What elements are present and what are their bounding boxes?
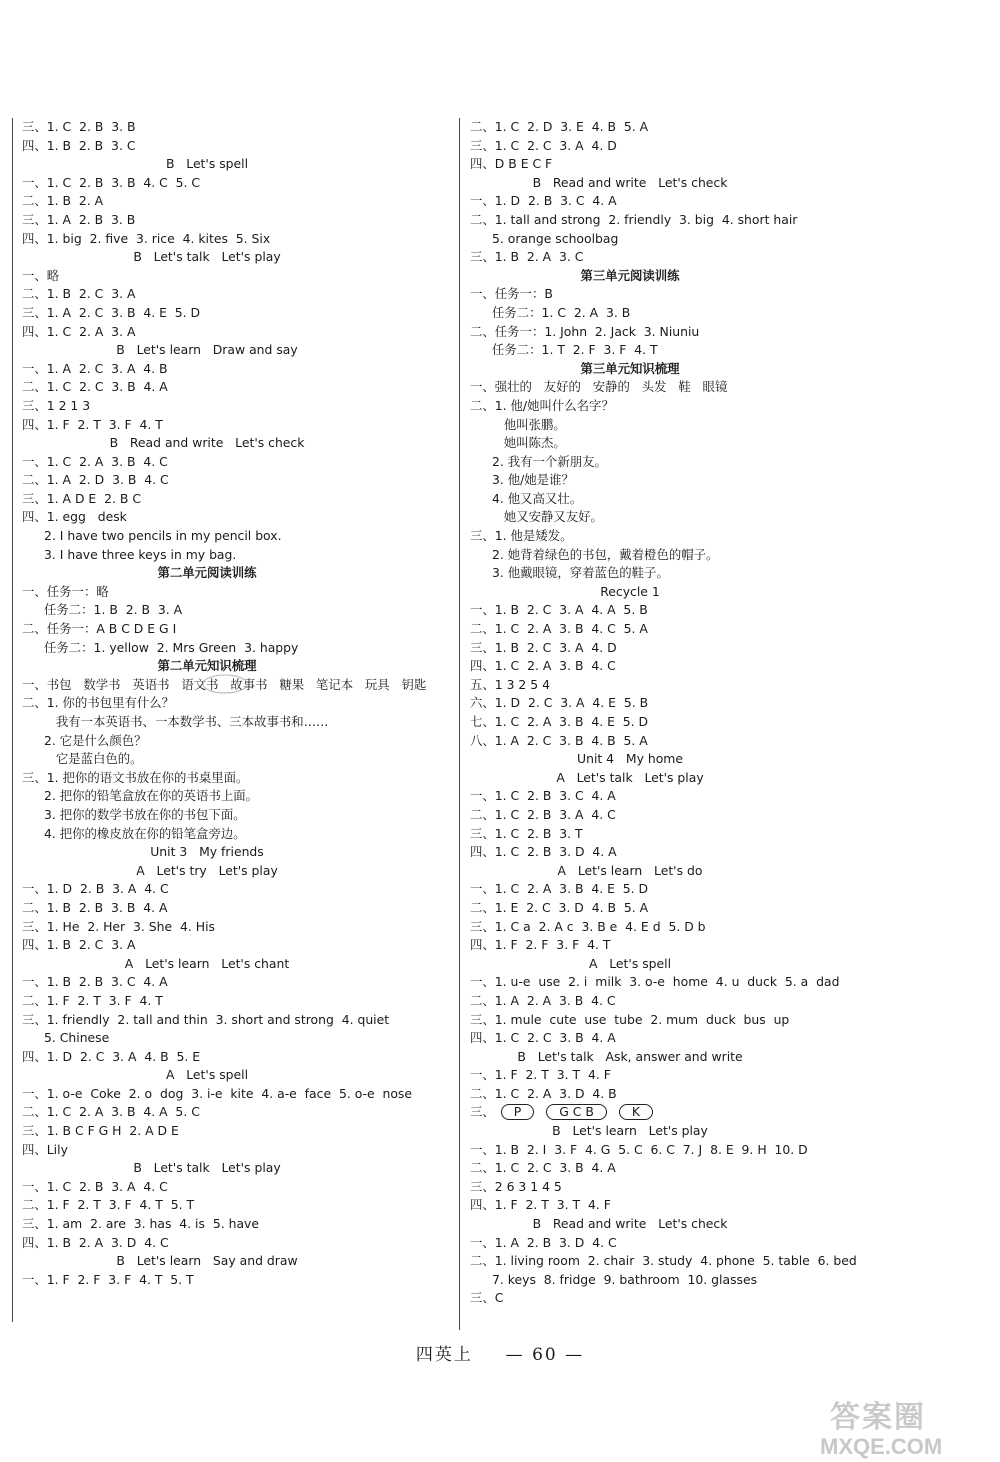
answer-line: 一、1. C 2. B 3. B 4. C 5. C xyxy=(22,174,201,190)
section-heading: B Let's learn Say and draw xyxy=(116,1253,298,1269)
answer-line: 六、1. D 2. C 3. A 4. E 5. B xyxy=(470,695,649,711)
answer-line: 3. 他戴眼镜，穿着蓝色的鞋子。 xyxy=(492,565,669,581)
answer-line: 二、1. C 2. A 3. B 4. A 5. C xyxy=(22,1104,200,1120)
answer-line: 5. Chinese xyxy=(44,1030,110,1046)
section-heading: B Let's talk Let's play xyxy=(133,1160,281,1176)
answer-line: 3. I have three keys in my bag. xyxy=(44,546,237,562)
answer-line: 五、1 3 2 5 4 xyxy=(470,676,550,692)
answer-line: 四、Lily xyxy=(22,1141,68,1157)
section-heading: B Let's spell xyxy=(165,156,249,172)
answer-line: 二、1. living room 2. chair 3. study 4. phone 5. table 6. bed xyxy=(470,1253,857,1269)
answer-line: 四、1. C 2. C 3. B 4. A xyxy=(470,1030,616,1046)
answer-line: 四、1. big 2. five 3. rice 4. kites 5. Six xyxy=(22,230,271,246)
section-heading: B Let's talk Ask, answer and write xyxy=(517,1048,743,1064)
section-heading: A Let's try Let's play xyxy=(136,862,278,878)
answer-line: 二、1. B 2. C 3. A xyxy=(22,286,136,302)
answer-line: 一、1. F 2. F 3. F 4. T 5. T xyxy=(22,1271,194,1287)
answer-line: 三、1. 把你的语文书放在你的书桌里面。 xyxy=(22,769,249,785)
answer-line: 我有一本英语书、一本数学书、三本故事书和…… xyxy=(44,714,329,729)
answer-line: 二、1. B 2. A xyxy=(22,193,104,209)
answer-line: 二、1. F 2. T 3. F 4. T 5. T xyxy=(22,1197,195,1213)
answer-line: 二、1. C 2. D 3. E 4. B 5. A xyxy=(470,119,649,134)
answer-line: 二、1. B 2. B 3. B 4. A xyxy=(22,899,168,915)
answer-line: 三、1. am 2. are 3. has 4. is 5. have xyxy=(22,1216,259,1232)
stamp-mark xyxy=(200,672,250,696)
left-answer-column xyxy=(22,118,432,1289)
section-heading: 第三单元阅读训练 xyxy=(580,267,680,283)
answer-line: 一、1. C 2. B 3. A 4. C xyxy=(22,1178,168,1194)
answer-line: 一、1. A 2. B 3. D 4. C xyxy=(470,1234,617,1250)
section-heading: Unit 3 My friends xyxy=(150,844,264,860)
answer-line: 一、1. F 2. T 3. T 4. F xyxy=(470,1067,611,1083)
right-answer-column xyxy=(470,118,857,1308)
answer-line: 三、1. A 2. C 3. B 4. E 5. D xyxy=(22,304,201,320)
answer-line: 四、1. C 2. B 3. D 4. A xyxy=(470,844,617,860)
answer-line: 5. orange schoolbag xyxy=(492,230,619,246)
answer-line: 二、1. 他/她叫什么名字？ xyxy=(470,397,614,413)
answer-line: 一、1. D 2. B 3. A 4. C xyxy=(22,881,169,897)
answer-line: 四、D B E C F xyxy=(470,156,553,172)
answer-line: 任务二：1. yellow 2. Mrs Green 3. happy xyxy=(44,639,299,655)
watermark-url: MXQE.COM xyxy=(820,1434,943,1459)
answer-line: 二、1. A 2. D 3. B 4. C xyxy=(22,472,169,488)
section-heading: B Read and write Let's check xyxy=(532,1216,728,1232)
answer-line: 一、1. C 2. A 3. B 4. C xyxy=(22,453,168,469)
section-heading: 第二单元阅读训练 xyxy=(157,565,257,581)
section-heading: B Read and write Let's check xyxy=(532,174,728,190)
answer-line: 3. 他/她是谁？ xyxy=(492,472,574,488)
answer-line: 4. 把你的橡皮放在你的铅笔盒旁边。 xyxy=(44,825,246,841)
answer-line: 她叫陈杰。 xyxy=(492,435,566,451)
answer-line: 一、1. u-e use 2. i milk 3. o-e home 4. u duck 5. a dad xyxy=(470,974,840,990)
answer-line: 一、强壮的 友好的 安静的 头发 鞋 眼镜 xyxy=(470,379,728,395)
answer-line: 八、1. A 2. C 3. B 4. B 5. A xyxy=(470,732,648,748)
answer-line: 三、1. C a 2. A c 3. B e 4. E d 5. D b xyxy=(470,918,706,934)
answer-line: 一、书包 数学书 英语书 语文书 故事书 糖果 笔记本 玩具 钥匙 xyxy=(22,676,427,692)
section-heading: B Let's talk Let's play xyxy=(133,249,281,265)
answer-line: 二、1. tall and strong 2. friendly 3. big 4. short hair xyxy=(470,211,798,227)
circled-answer: K xyxy=(619,1104,653,1120)
answer-line: 二、任务一：A B C D E G I xyxy=(22,621,177,637)
answer-line: 2. 她背着绿色的书包，戴着橙色的帽子。 xyxy=(492,546,719,562)
answer-line: 二、1. F 2. T 3. F 4. T xyxy=(22,992,163,1008)
answer-line: 三、1. C 2. B 3. B xyxy=(22,119,136,134)
watermark xyxy=(808,1392,998,1462)
answer-line: 二、1. C 2. A 3. D 4. B xyxy=(470,1085,617,1101)
answer-line: 任务二：1. T 2. F 3. F 4. T xyxy=(492,342,658,358)
right-column-rule xyxy=(459,118,460,1330)
answer-line: 三、1. A D E 2. B C xyxy=(22,490,141,506)
answer-line: 四、1. F 2. T 3. F 4. T xyxy=(22,416,163,432)
answer-line: 二、任务一：1. John 2. Jack 3. Niuniu xyxy=(470,323,700,339)
section-heading: 第三单元知识梳理 xyxy=(580,360,680,376)
footer-label: 四英上 xyxy=(415,1345,473,1365)
answer-line: 三、1. B 2. A 3. C xyxy=(470,249,584,265)
answer-line: 四、1. B 2. A 3. D 4. C xyxy=(22,1234,169,1250)
section-heading: B Read and write Let's check xyxy=(109,435,305,451)
answer-line xyxy=(470,1103,810,1122)
answer-line: 四、1. C 2. A 3. B 4. C xyxy=(470,658,616,674)
answer-line: 三、1. mule cute use tube 2. mum duck bus up xyxy=(470,1011,790,1027)
answer-line: 它是蓝白色的。 xyxy=(44,751,143,767)
answer-line: 一、1. B 2. I 3. F 4. G 5. C 6. C 7. J 8. E 9. H 10. D xyxy=(470,1141,808,1157)
answer-line: 一、任务一：B xyxy=(470,286,553,302)
answer-line: 三、1. B C F G H 2. A D E xyxy=(22,1123,179,1139)
answer-line: 7. keys 8. fridge 9. bathroom 10. glasses xyxy=(492,1271,758,1287)
answer-line: 一、略 xyxy=(22,267,60,283)
answer-line: 二、1. 你的书包里有什么？ xyxy=(22,695,175,711)
answer-line: 一、1. C 2. B 3. C 4. A xyxy=(470,788,616,804)
answer-line: 二、1. C 2. C 3. B 4. A xyxy=(22,379,168,395)
answer-line: 2. I have two pencils in my pencil box. xyxy=(44,528,282,544)
section-heading: A Let's spell xyxy=(588,955,672,971)
left-column-rule xyxy=(12,118,13,1322)
answer-line: 3. 把你的数学书放在你的书包下面。 xyxy=(44,806,246,822)
answer-line-prefix: 三、 xyxy=(470,1104,495,1120)
answer-line: 一、1. o-e Coke 2. o dog 3. i-e kite 4. a-e face 5. o-e nose xyxy=(22,1085,412,1101)
circled-answer: G C B xyxy=(546,1104,607,1120)
section-heading: B Let's learn Let's play xyxy=(552,1123,708,1139)
answer-line: 2. 它是什么颜色？ xyxy=(44,732,147,748)
answer-line: 一、1. B 2. C 3. A 4. A 5. B xyxy=(470,602,648,618)
answer-line: 任务二：1. B 2. B 3. A xyxy=(44,602,183,618)
section-heading: Recycle 1 xyxy=(600,583,660,599)
answer-line: 四、1. F 2. T 3. T 4. F xyxy=(470,1197,611,1213)
answer-line: 一、1. A 2. C 3. A 4. B xyxy=(22,360,168,376)
answer-line: 二、1. C 2. C 3. B 4. A xyxy=(470,1160,616,1176)
answer-line: 三、C xyxy=(470,1290,504,1306)
section-heading: B Let's learn Draw and say xyxy=(116,342,298,358)
section-heading: A Let's learn Let's do xyxy=(557,862,703,878)
answer-line: 三、1 2 1 3 xyxy=(22,397,91,413)
section-heading: A Let's learn Let's chant xyxy=(124,955,290,971)
answer-line: 二、1. C 2. B 3. A 4. C xyxy=(470,806,616,822)
answer-line: 三、1. B 2. C 3. A 4. D xyxy=(470,639,617,655)
answer-line: 三、1. He 2. Her 3. She 4. His xyxy=(22,918,215,934)
answer-line: 三、1. A 2. B 3. B xyxy=(22,211,136,227)
answer-line: 三、2 6 3 1 4 5 xyxy=(470,1178,562,1194)
section-heading: A Let's spell xyxy=(165,1067,249,1083)
answer-line: 二、1. E 2. C 3. D 4. B 5. A xyxy=(470,899,649,915)
answer-line: 2. 我有一个新朋友。 xyxy=(492,453,607,469)
answer-line: 4. 他又高又壮。 xyxy=(492,490,583,506)
answer-line: 四、1. egg desk xyxy=(22,509,127,525)
answer-line: 四、1. D 2. C 3. A 4. B 5. E xyxy=(22,1048,201,1064)
answer-line: 四、1. F 2. F 3. F 4. T xyxy=(470,937,611,953)
section-heading: 第二单元知识梳理 xyxy=(157,658,257,674)
answer-line: 她又安静又友好。 xyxy=(492,509,603,525)
answer-line: 任务二：1. C 2. A 3. B xyxy=(492,304,631,320)
answer-line: 一、任务一：略 xyxy=(22,583,109,599)
watermark-logo: 答案圈 xyxy=(830,1400,926,1435)
section-heading: A Let's talk Let's play xyxy=(556,769,704,785)
page-number: — 60 — xyxy=(505,1345,585,1365)
circled-answer: P xyxy=(501,1104,534,1120)
page-footer xyxy=(0,1340,1000,1365)
answer-line: 一、1. B 2. B 3. C 4. A xyxy=(22,974,168,990)
answer-line: 二、1. A 2. A 3. B 4. C xyxy=(470,992,616,1008)
section-heading: Unit 4 My home xyxy=(577,751,683,767)
answer-line: 2. 把你的铅笔盒放在你的英语书上面。 xyxy=(44,788,259,804)
answer-line: 四、1. C 2. A 3. A xyxy=(22,323,136,339)
answer-line: 四、1. B 2. B 3. C xyxy=(22,137,136,153)
answer-line: 三、1. C 2. B 3. T xyxy=(470,825,583,841)
answer-line: 一、1. C 2. A 3. B 4. E 5. D xyxy=(470,881,649,897)
answer-line: 三、1. friendly 2. tall and thin 3. short and strong 4. quiet xyxy=(22,1011,390,1027)
answer-line: 一、1. D 2. B 3. C 4. A xyxy=(470,193,617,209)
answer-line: 三、1. C 2. C 3. A 4. D xyxy=(470,137,617,153)
answer-line: 二、1. C 2. A 3. B 4. C 5. A xyxy=(470,621,648,637)
answer-line: 他叫张鹏。 xyxy=(492,416,566,432)
answer-line: 四、1. B 2. C 3. A xyxy=(22,937,136,953)
answer-line: 三、1. 他是矮发。 xyxy=(470,528,573,544)
answer-line: 七、1. C 2. A 3. B 4. E 5. D xyxy=(470,714,649,729)
